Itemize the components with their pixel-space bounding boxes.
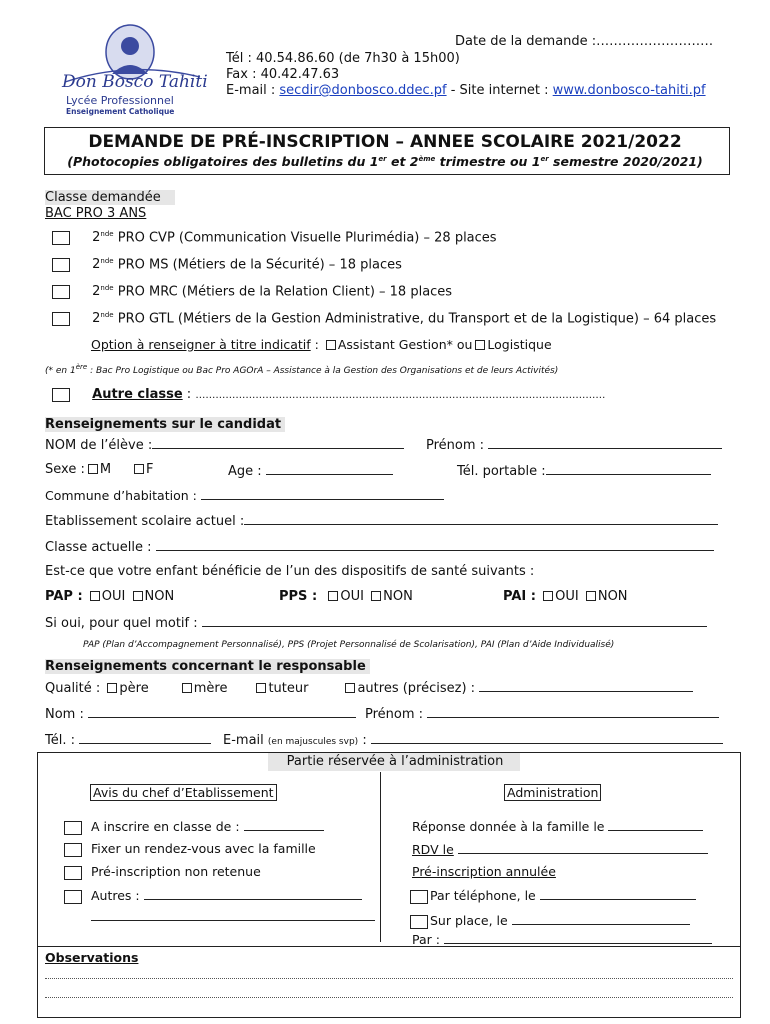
page-subtitle: (Photocopies obligatoires des bulletins du 1er et 2ème trimestre ou 1er semestre 2020/2021) [67,154,703,169]
age-field[interactable]: Age : [228,462,393,479]
observations-heading: Observations [45,950,139,965]
classe-option-mrc[interactable]: 2nde PRO MRC (Métiers de la Relation Client) – 18 places [52,284,452,299]
checkbox[interactable] [52,388,70,402]
pap-field[interactable]: PAP : OUI NON [45,589,175,604]
classe-option-gtl[interactable]: 2nde PRO GTL (Métiers de la Gestion Administrative, du Transport et de la Logistique) – 64 places [52,311,716,326]
admin-autres[interactable]: Autres : [64,887,362,904]
school-logo [60,22,220,122]
administration-heading: Administration [504,784,601,801]
admin-autres-line[interactable] [91,920,375,921]
annulee-heading: Pré-inscription annulée [412,864,556,879]
option-label: Option à renseigner à titre indicatif [91,337,311,352]
responsable-email-field[interactable]: E-mail (en majuscules svp) : [223,731,723,748]
pps-field[interactable]: PPS : OUI NON [279,589,413,604]
responsable-nom-field[interactable]: Nom : [45,705,356,722]
autre-classe-line[interactable]: Autre classe : …………………………………………………………………………………………………………… [52,387,605,402]
annulee-sur-place[interactable]: Sur place, le [410,912,690,929]
autre-classe-label: Autre classe [92,387,183,402]
checkbox[interactable] [326,340,336,350]
contact-tel: Tél : 40.54.86.60 (de 7h30 à 15h00) [226,51,460,66]
classe-heading: Classe demandée [45,190,175,205]
nom-eleve-field[interactable]: NOM de l’élève : [45,436,404,453]
responsable-heading: Renseignements concernant le responsable [45,659,370,674]
prenom-eleve-field[interactable]: Prénom : [426,436,722,453]
checkbox[interactable] [52,312,70,326]
admin-divider [380,772,381,942]
avis-heading: Avis du chef d’Etablissement [90,784,277,801]
contact-fax: Fax : 40.42.47.63 [226,67,340,82]
responsable-prenom-field[interactable]: Prénom : [365,705,719,722]
page-title: DEMANDE DE PRÉ-INSCRIPTION – ANNEE SCOLAIRE 2021/2022 [88,132,682,152]
date-field[interactable]: Date de la demande :……………………… [455,34,714,49]
pai-field[interactable]: PAI : OUI NON [503,589,628,604]
tel-portable-field[interactable]: Tél. portable : [457,462,711,479]
site-label: - Site internet : [446,83,553,98]
commune-field[interactable]: Commune d’habitation : [45,487,444,503]
responsable-tel-field[interactable]: Tél. : [45,731,211,748]
admin-rendez-vous[interactable]: Fixer un rendez-vous avec la famille [64,841,316,857]
classe-option-ms[interactable]: 2nde PRO MS (Métiers de la Sécurité) – 18 places [52,257,402,272]
email-link[interactable]: secdir@donbosco.ddec.pf [279,83,447,98]
observations-divider [37,946,740,947]
qualite-field[interactable]: Qualité : père mère tuteur autres (précisez) : [45,679,693,696]
sexe-field[interactable]: Sexe : M F [45,462,154,477]
logo-line1: Lycée Professionnel [66,94,174,107]
rdv-field[interactable]: RDV le [412,841,708,857]
sante-note: PAP (Plan d’Accompagnement Personnalisé), PPS (Projet Personnalisé de Scolarisation), PAI (Plan d’Aide Individualisé) [83,640,615,650]
logo-name: Don Bosco Tahiti [62,72,208,92]
classe-actuelle-field[interactable]: Classe actuelle : [45,538,714,555]
option-line: Option à renseigner à titre indicatif : Assistant Gestion* ou Logistique [91,337,552,352]
annulee-par[interactable]: Par : [412,931,712,947]
admin-non-retenue[interactable]: Pré-inscription non retenue [64,864,261,880]
reponse-field[interactable]: Réponse donnée à la famille le [412,818,703,834]
contact-email-line [226,83,706,98]
observations-line-1[interactable] [45,978,733,979]
admin-heading: Partie réservée à l’administration [286,754,504,769]
etablissement-field[interactable]: Etablissement scolaire actuel : [45,512,718,529]
classe-subheading: BAC PRO 3 ANS [45,206,147,221]
motif-field[interactable]: Si oui, pour quel motif : [45,614,707,631]
observations-line-2[interactable] [45,997,733,998]
site-link[interactable]: www.donbosco-tahiti.pf [552,83,706,98]
candidat-heading: Renseignements sur le candidat [45,417,285,432]
checkbox[interactable] [475,340,485,350]
email-label: E-mail : [226,83,280,98]
sante-question: Est-ce que votre enfant bénéficie de l’un des dispositifs de santé suivants : [45,564,535,579]
admin-inscrire[interactable]: A inscrire en classe de : [64,818,324,835]
logo-line2: Enseignement Catholique [66,107,175,116]
checkbox[interactable] [52,285,70,299]
checkbox[interactable] [52,231,70,245]
checkbox[interactable] [52,258,70,272]
option-footnote: (* en 1ère : Bac Pro Logistique ou Bac Pro AGOrA – Assistance à la Gestion des Organisations et de leurs Activités) [45,363,559,376]
annulee-telephone[interactable]: Par téléphone, le [410,887,696,904]
classe-option-cvp[interactable]: 2nde PRO CVP (Communication Visuelle Plurimédia) – 28 places [52,230,497,245]
